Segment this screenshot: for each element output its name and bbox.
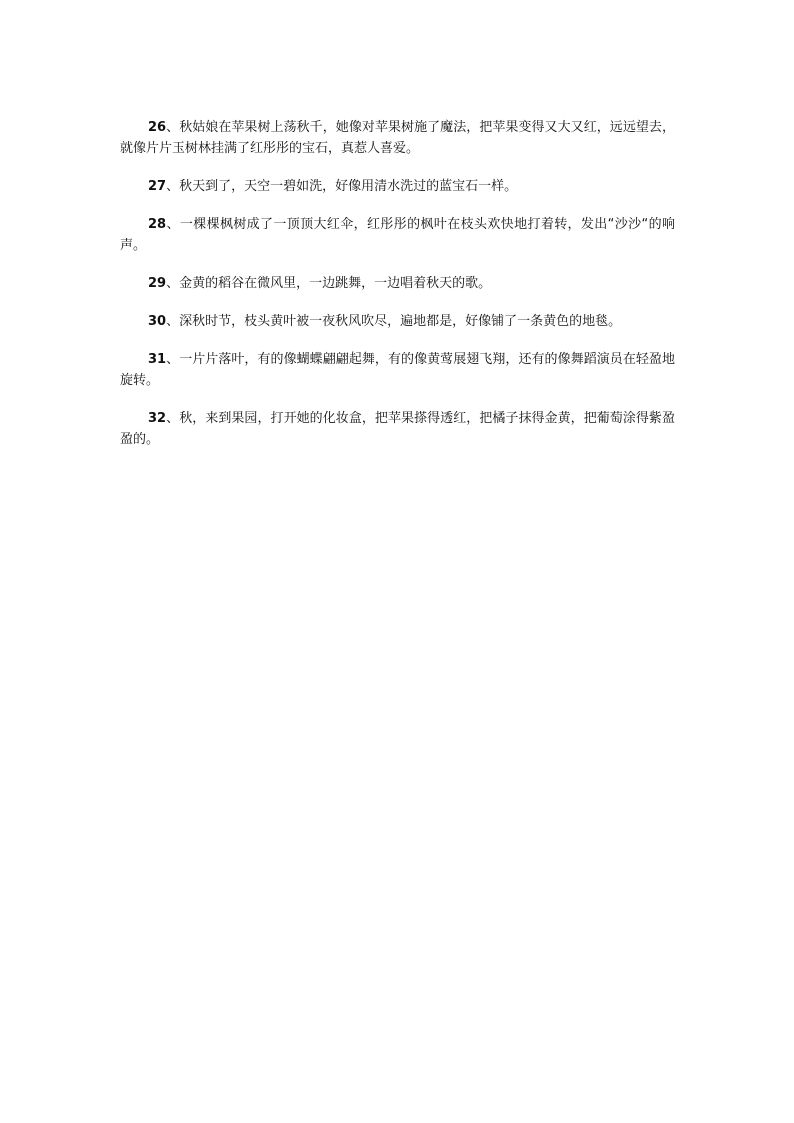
paragraph-32	[120, 408, 675, 450]
paragraph-text: 、秋天到了，天空一碧如洗，好像用清水洗过的蓝宝石一样。	[166, 179, 518, 194]
paragraph-text: 、一片片落叶，有的像蝴蝶翩翩起舞，有的像黄莺展翅飞翔，还有的像舞蹈演员在轻盈地旋转。	[120, 352, 675, 388]
paragraph-number: 31	[148, 352, 167, 367]
paragraph-text: 、金黄的稻谷在微风里，一边跳舞，一边唱着秋天的歌。	[166, 276, 492, 291]
paragraph-text: 、一棵棵枫树成了一顶顶大红伞，红彤彤的枫叶在枝头欢快地打着转，发出“沙沙“的响声。	[120, 217, 675, 253]
paragraph-number: 30	[148, 314, 167, 329]
paragraph-number: 28	[148, 217, 167, 232]
paragraph-30	[120, 311, 675, 332]
paragraph-text: 、秋，来到果园，打开她的化妆盒，把苹果搽得透红，把橘子抹得金黄，把葡萄涂得紫盈盈的。	[120, 411, 675, 447]
paragraph-number: 29	[148, 276, 167, 291]
paragraph-27	[120, 176, 675, 197]
paragraph-number: 27	[148, 179, 167, 194]
paragraph-number: 26	[148, 120, 167, 135]
paragraph-26	[120, 117, 675, 159]
paragraph-text: 、秋姑娘在苹果树上荡秋千，她像对苹果树施了魔法，把苹果变得又大又红，远远望去，就像片片玉树林挂满了红彤彤的宝石，真惹人喜爱。	[120, 120, 675, 156]
document-body	[120, 117, 675, 467]
paragraph-28	[120, 214, 675, 256]
paragraph-31	[120, 349, 675, 391]
paragraph-number: 32	[148, 411, 167, 426]
paragraph-29	[120, 273, 675, 294]
paragraph-text: 、深秋时节，枝头黄叶被一夜秋风吹尽，遍地都是，好像铺了一条黄色的地毯。	[166, 314, 622, 329]
